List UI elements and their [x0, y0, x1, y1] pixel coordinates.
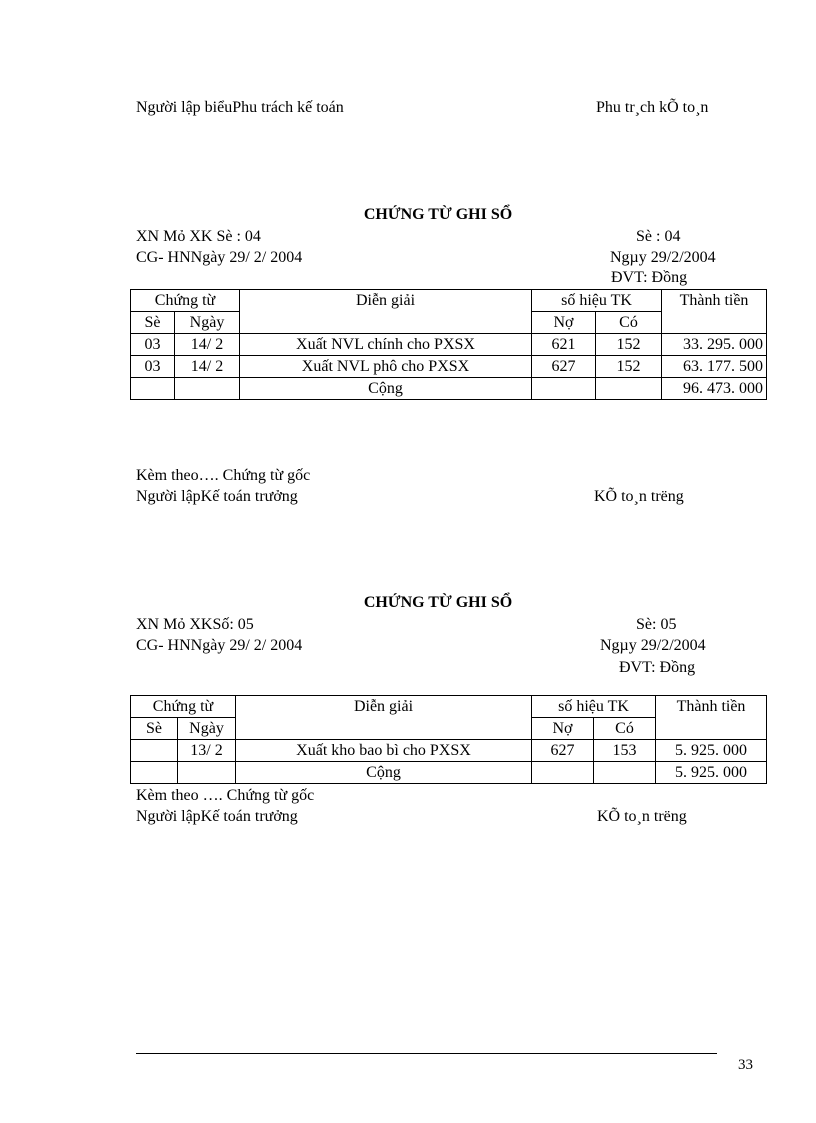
voucher2-right-line1: Sè: 05 — [636, 616, 677, 633]
voucher1-sign-right: KÕ to¸n trëng — [594, 488, 684, 505]
cell-se: 03 — [131, 334, 175, 356]
cell-co: 152 — [596, 334, 662, 356]
page-number: 33 — [738, 1057, 753, 1073]
cell-thanh-tien: 63. 177. 500 — [662, 356, 767, 378]
top-signature-right: Phu tr¸ch kÕ to¸n — [596, 99, 709, 116]
header-thanh-tien: Thành tiền — [662, 290, 767, 334]
header-dien-giai: Diễn giải — [236, 696, 532, 740]
top-signature-left: Người lập biểuPhu trách kế toán — [136, 99, 344, 116]
cell-dien-giai: Xuất kho bao bì cho PXSX — [236, 740, 532, 762]
voucher2-unit: ĐVT: Đồng — [619, 659, 696, 676]
voucher2-sign-left: Người lậpKế toán trưởng — [136, 808, 298, 825]
table-row — [131, 356, 767, 378]
header-no: Nợ — [532, 312, 596, 334]
table-row — [131, 740, 767, 762]
header-chung-tu: Chứng từ — [131, 696, 236, 718]
voucher2-right-line2: Ngµy 29/2/2004 — [600, 637, 706, 654]
voucher1-left-line2: CG- HNNgày 29/ 2/ 2004 — [136, 249, 303, 266]
header-co: Có — [594, 718, 656, 740]
header-chung-tu: Chứng từ — [131, 290, 240, 312]
voucher2-title: CHỨNG TỪ GHI SỔ — [363, 594, 513, 611]
cell-dien-giai: Xuất NVL phô cho PXSX — [240, 356, 532, 378]
table-header-row — [131, 290, 767, 312]
cell-co: 152 — [596, 356, 662, 378]
cell-dien-giai: Xuất NVL chính cho PXSX — [240, 334, 532, 356]
voucher1-attach: Kèm theo…. Chứng từ gốc — [136, 467, 311, 484]
cell-no: 627 — [532, 740, 594, 762]
cell-no: 621 — [532, 334, 596, 356]
voucher2-left-line1: XN Mỏ XKSố: 05 — [136, 616, 254, 633]
header-dien-giai: Diễn giải — [240, 290, 532, 334]
voucher2-left-line2: CG- HNNgày 29/ 2/ 2004 — [136, 637, 303, 654]
cell-ngay: 14/ 2 — [175, 334, 240, 356]
cell-ngay: 13/ 2 — [178, 740, 236, 762]
total-label: Cộng — [240, 378, 532, 400]
header-se: Sè — [131, 718, 178, 740]
cell-co: 153 — [594, 740, 656, 762]
voucher1-table — [130, 289, 767, 400]
cell-ngay: 14/ 2 — [175, 356, 240, 378]
cell-se: 03 — [131, 356, 175, 378]
voucher2-attach: Kèm theo …. Chứng từ gốc — [136, 787, 315, 804]
total-value: 5. 925. 000 — [656, 762, 767, 784]
cell-thanh-tien: 5. 925. 000 — [656, 740, 767, 762]
cell-se — [131, 740, 178, 762]
header-se: Sè — [131, 312, 175, 334]
voucher1-sign-left: Người lậpKế toán trưởng — [136, 488, 298, 505]
header-ngay: Ngày — [175, 312, 240, 334]
footer-divider — [136, 1053, 717, 1054]
header-ngay: Ngày — [178, 718, 236, 740]
table-total-row — [131, 762, 767, 784]
table-total-row — [131, 378, 767, 400]
header-so-hieu-tk: số hiệu TK — [532, 290, 662, 312]
voucher1-title: CHỨNG TỪ GHI SỔ — [363, 206, 513, 223]
voucher1-left-line1: XN Mỏ XK Sè : 04 — [136, 228, 261, 245]
voucher1-right-line2: Ngµy 29/2/2004 — [610, 249, 716, 266]
voucher1-unit: ĐVT: Đồng — [611, 269, 688, 286]
voucher1-right-line1: Sè : 04 — [636, 228, 681, 245]
header-so-hieu-tk: số hiệu TK — [532, 696, 656, 718]
table-row — [131, 334, 767, 356]
header-thanh-tien: Thành tiền — [656, 696, 767, 740]
cell-no: 627 — [532, 356, 596, 378]
header-co: Có — [596, 312, 662, 334]
total-label: Cộng — [236, 762, 532, 784]
total-value: 96. 473. 000 — [662, 378, 767, 400]
table-header-row — [131, 696, 767, 718]
cell-thanh-tien: 33. 295. 000 — [662, 334, 767, 356]
header-no: Nợ — [532, 718, 594, 740]
voucher2-table — [130, 695, 767, 784]
voucher2-sign-right: KÕ to¸n trëng — [597, 808, 687, 825]
